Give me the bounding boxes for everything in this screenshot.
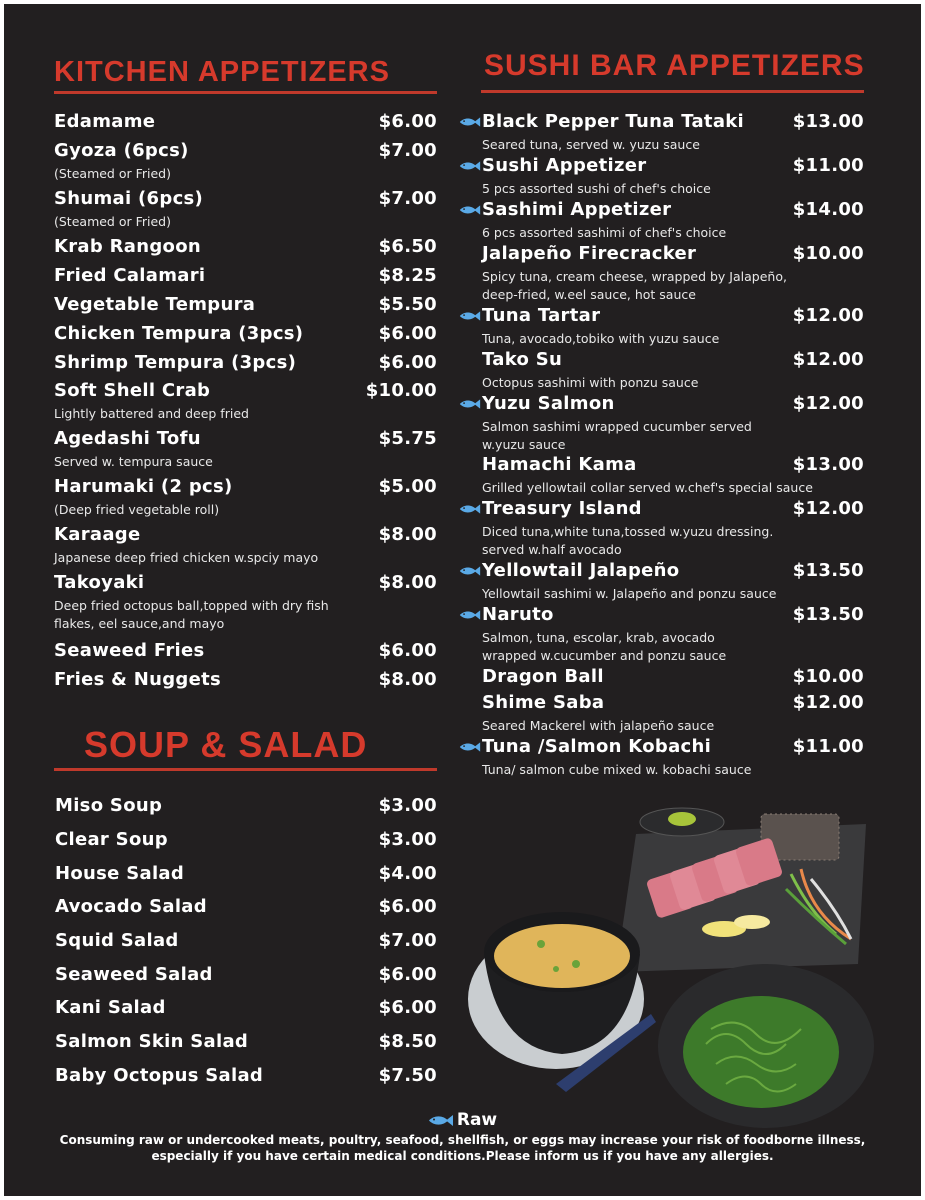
item-price: $14.00 (792, 199, 864, 220)
item-name: Yuzu Salmon (482, 393, 615, 414)
item-name: Karaage (54, 524, 141, 545)
item-price: $13.50 (792, 604, 864, 625)
sushi-menu-item (482, 393, 864, 452)
sushi-divider (481, 90, 864, 93)
item-name: Miso Soup (55, 795, 163, 816)
item-price: $13.50 (792, 560, 864, 581)
kitchen-menu-item (54, 524, 437, 565)
item-name: Harumaki (2 pcs) (54, 476, 233, 497)
item-description: Tuna/ salmon cube mixed w. kobachi sauce (482, 762, 752, 777)
item-name: Hamachi Kama (482, 454, 637, 475)
item-description: Spicy tuna, cream cheese, wrapped by Jalapeño, deep-fried, w.eel sauce, hot sauce (482, 269, 787, 302)
item-name: Takoyaki (54, 572, 145, 593)
fish-icon (428, 1114, 454, 1127)
item-name: Tuna Tartar (482, 305, 601, 326)
fish-icon (459, 310, 481, 322)
item-price: $5.75 (378, 428, 437, 449)
kitchen-menu-item (54, 265, 437, 289)
fish-icon (459, 398, 481, 410)
fish-icon (459, 160, 481, 172)
soup-divider (54, 768, 437, 771)
item-name: Sashimi Appetizer (482, 199, 672, 220)
item-price: $8.00 (378, 572, 437, 593)
kitchen-divider (54, 91, 437, 94)
item-description: Salmon sashimi wrapped cucumber served w.yuzu sauce (482, 419, 752, 452)
item-price: $6.50 (378, 236, 437, 257)
item-price: $12.00 (792, 349, 864, 370)
item-name: Fries & Nuggets (54, 669, 222, 690)
fish-icon (459, 116, 481, 128)
item-name: Clear Soup (55, 829, 168, 850)
item-name: Seaweed Fries (54, 640, 205, 661)
item-name: Shime Saba (482, 692, 605, 713)
item-price: $6.00 (378, 896, 437, 917)
fish-icon (459, 503, 481, 515)
sushi-menu-item (482, 560, 864, 601)
item-price: $6.00 (378, 964, 437, 985)
item-name: Shrimp Tempura (3pcs) (54, 352, 297, 373)
item-description: Diced tuna,white tuna,tossed w.yuzu dressing. served w.half avocado (482, 524, 774, 557)
sushi-bar-appetizers-title: SUSHI BAR APPETIZERS (484, 49, 865, 82)
soup-menu-item (55, 829, 437, 853)
item-price: $6.00 (378, 997, 437, 1018)
item-name: Naruto (482, 604, 554, 625)
food-photo (456, 794, 876, 1129)
item-description: Yellowtail sashimi w. Jalapeño and ponzu sauce (482, 586, 777, 601)
sushi-menu-item (482, 199, 864, 240)
wasabi (668, 812, 696, 826)
sushi-menu-item (482, 692, 864, 733)
item-name: Salmon Skin Salad (55, 1031, 249, 1052)
item-name: Yellowtail Jalapeño (482, 560, 680, 581)
item-name: Shumai (6pcs) (54, 188, 204, 209)
item-description: 5 pcs assorted sushi of chef's choice (482, 181, 711, 196)
item-description: Seared tuna, served w. yuzu sauce (482, 137, 700, 152)
item-price: $5.50 (378, 294, 437, 315)
item-price: $8.25 (378, 265, 437, 286)
item-price: $12.00 (792, 393, 864, 414)
item-description: (Deep fried vegetable roll) (54, 502, 220, 517)
item-price: $8.00 (378, 524, 437, 545)
item-name: Black Pepper Tuna Tataki (482, 111, 745, 132)
item-description: Tuna, avocado,tobiko with yuzu sauce (482, 331, 720, 346)
miso-soup (494, 924, 630, 988)
item-price: $13.00 (792, 111, 864, 132)
item-description: Lightly battered and deep fried (54, 406, 249, 421)
item-name: Agedashi Tofu (54, 428, 201, 449)
sushi-menu-item (482, 349, 864, 390)
soup-menu-item (55, 964, 437, 988)
item-name: Sushi Appetizer (482, 155, 647, 176)
item-name: Fried Calamari (54, 265, 206, 286)
item-price: $6.00 (378, 323, 437, 344)
soup-menu-item (55, 997, 437, 1021)
item-price: $8.00 (378, 669, 437, 690)
kitchen-menu-item (54, 669, 437, 693)
kitchen-menu-item (54, 428, 437, 469)
item-name: Dragon Ball (482, 666, 604, 687)
kitchen-menu-item (54, 572, 437, 631)
item-price: $6.00 (378, 352, 437, 373)
item-description: Seared Mackerel with jalapeño sauce (482, 718, 715, 733)
item-description: (Steamed or Fried) (54, 214, 171, 229)
item-description: Octopus sashimi with ponzu sauce (482, 375, 699, 390)
kitchen-menu-item (54, 140, 437, 181)
kitchen-menu-item (54, 188, 437, 229)
raw-legend (4, 1110, 921, 1131)
kitchen-menu-item (54, 352, 437, 376)
kitchen-menu-item (54, 476, 437, 517)
soup-menu-item (55, 1065, 437, 1089)
menu-page (4, 4, 921, 1196)
item-price: $3.00 (378, 795, 437, 816)
item-price: $7.00 (378, 140, 437, 161)
item-name: Vegetable Tempura (54, 294, 256, 315)
sushi-menu-item (482, 111, 864, 152)
kitchen-appetizers-title: KITCHEN APPETIZERS (54, 56, 390, 88)
item-price: $5.00 (378, 476, 437, 497)
kitchen-menu-item (54, 380, 437, 421)
item-price: $12.00 (792, 498, 864, 519)
item-price: $6.00 (378, 640, 437, 661)
fish-icon (459, 741, 481, 753)
item-name: Tako Su (482, 349, 563, 370)
item-name: Baby Octopus Salad (55, 1065, 264, 1086)
item-price: $10.00 (792, 666, 864, 687)
item-price: $4.00 (378, 863, 437, 884)
item-price: $7.00 (378, 930, 437, 951)
kitchen-menu-item (54, 294, 437, 318)
item-price: $6.00 (378, 111, 437, 132)
raw-label-text: Raw (456, 1110, 498, 1130)
item-price: $8.50 (378, 1031, 437, 1052)
item-name: Chicken Tempura (3pcs) (54, 323, 304, 344)
item-description: 6 pcs assorted sashimi of chef's choice (482, 225, 727, 240)
sushi-menu-item (482, 454, 864, 495)
item-price: $10.00 (792, 243, 864, 264)
item-name: Soft Shell Crab (54, 380, 211, 401)
item-name: Seaweed Salad (55, 964, 213, 985)
sushi-menu-item (482, 305, 864, 346)
item-description: Served w. tempura sauce (54, 454, 213, 469)
sushi-menu-item (482, 736, 864, 777)
item-name: House Salad (55, 863, 185, 884)
item-name: Kani Salad (55, 997, 166, 1018)
soup-menu-item (55, 1031, 437, 1055)
fish-icon (459, 609, 481, 621)
item-name: Treasury Island (482, 498, 642, 519)
sushi-menu-item (482, 666, 864, 690)
item-name: Jalapeño Firecracker (482, 243, 697, 264)
kitchen-menu-item (54, 236, 437, 260)
item-price: $12.00 (792, 692, 864, 713)
item-description: Deep fried octopus ball,topped with dry fish flakes, eel sauce,and mayo (54, 598, 329, 631)
item-price: $11.00 (792, 155, 864, 176)
sushi-menu-item (482, 155, 864, 196)
kitchen-menu-item (54, 640, 437, 664)
item-description: Salmon, tuna, escolar, krab, avocado wrapped w.cucumber and ponzu sauce (482, 630, 727, 663)
soup-menu-item (55, 896, 437, 920)
sushi-menu-item (482, 604, 864, 663)
fish-icon (459, 565, 481, 577)
item-name: Krab Rangoon (54, 236, 201, 257)
item-name: Edamame (54, 111, 156, 132)
sushi-menu-item (482, 498, 864, 557)
soup-menu-item (55, 930, 437, 954)
soup-menu-item (55, 863, 437, 887)
item-price: $10.00 (365, 380, 437, 401)
item-price: $3.00 (378, 829, 437, 850)
item-description: Japanese deep fried chicken w.spciy mayo (54, 550, 319, 565)
seaweed-salad (683, 996, 839, 1108)
item-name: Gyoza (6pcs) (54, 140, 189, 161)
fish-icon (459, 204, 481, 216)
item-price: $13.00 (792, 454, 864, 475)
item-price: $11.00 (792, 736, 864, 757)
kitchen-menu-item (54, 111, 437, 135)
soup-menu-item (55, 795, 437, 819)
item-price: $12.00 (792, 305, 864, 326)
item-description: (Steamed or Fried) (54, 166, 171, 181)
sushi-menu-item (482, 243, 864, 302)
item-price: $7.50 (378, 1065, 437, 1086)
kitchen-menu-item (54, 323, 437, 347)
soup-salad-title: SOUP & SALAD (84, 724, 368, 765)
item-name: Avocado Salad (55, 896, 207, 917)
food-safety-disclaimer: Consuming raw or undercooked meats, poultry, seafood, shellfish, or eggs may increase your risk of foodborne illness, especially if you have certain medical conditions.Please inform us if you have any allergies. (59, 1133, 866, 1163)
item-price: $7.00 (378, 188, 437, 209)
item-description: Grilled yellowtail collar served w.chef's special sauce (482, 480, 813, 495)
item-name: Tuna /Salmon Kobachi (482, 736, 712, 757)
item-name: Squid Salad (55, 930, 179, 951)
